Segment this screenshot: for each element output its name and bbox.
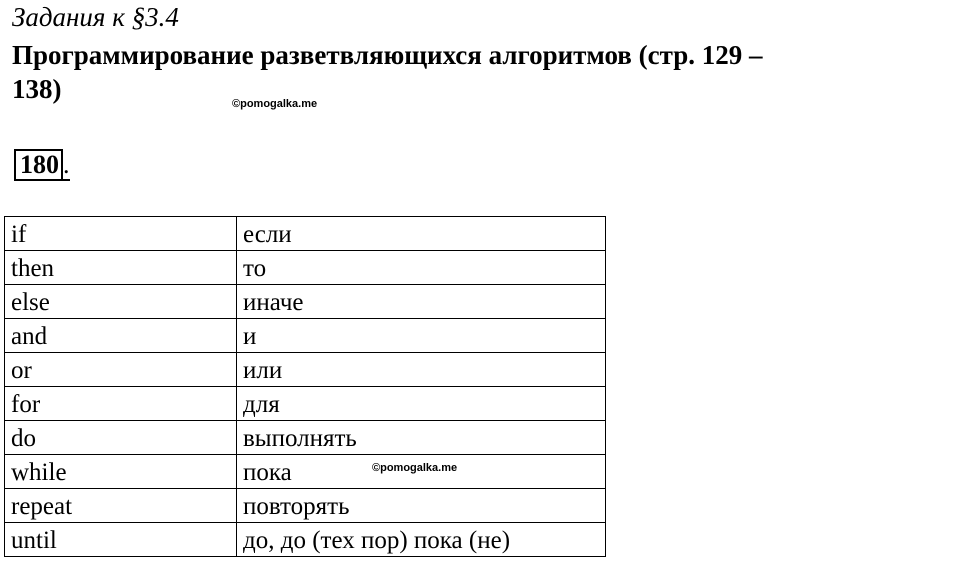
heading-line-1: Программирование разветвляющихся алгоритмов (стр. 129 – xyxy=(12,40,763,70)
table-row xyxy=(5,421,606,455)
page-heading xyxy=(12,38,952,106)
keyword-cell: if xyxy=(5,217,237,251)
table-row xyxy=(5,455,606,489)
translation-cell: пока xyxy=(237,455,606,489)
table-row xyxy=(5,217,606,251)
keyword-cell: else xyxy=(5,285,237,319)
translation-cell: или xyxy=(237,353,606,387)
translation-cell: иначе xyxy=(237,285,606,319)
keyword-cell: until xyxy=(5,523,237,557)
table-row xyxy=(5,285,606,319)
table-row xyxy=(5,251,606,285)
translation-cell: до, до (тех пор) пока (не) xyxy=(237,523,606,557)
keyword-cell: do xyxy=(5,421,237,455)
keyword-cell: or xyxy=(5,353,237,387)
table-row xyxy=(5,489,606,523)
table-row xyxy=(5,319,606,353)
table-row xyxy=(5,353,606,387)
keyword-cell: while xyxy=(5,455,237,489)
keyword-cell: then xyxy=(5,251,237,285)
task-number-dot: . xyxy=(63,150,70,179)
section-title: Задания к §3.4 xyxy=(12,2,179,32)
table-row xyxy=(5,523,606,557)
translation-cell: если xyxy=(237,217,606,251)
task-number-box: 180 xyxy=(14,149,63,181)
keyword-cell: repeat xyxy=(5,489,237,523)
translation-cell: выполнять xyxy=(237,421,606,455)
keyword-cell: for xyxy=(5,387,237,421)
keyword-table xyxy=(4,216,606,557)
translation-cell: то xyxy=(237,251,606,285)
translation-cell: повторять xyxy=(237,489,606,523)
watermark: ©pomogalka.me xyxy=(372,462,458,474)
table-row xyxy=(5,387,606,421)
watermark: ©pomogalka.me xyxy=(232,98,318,110)
heading-line-2: 138) xyxy=(12,74,62,104)
task-number xyxy=(14,149,70,181)
keyword-cell: and xyxy=(5,319,237,353)
translation-cell: и xyxy=(237,319,606,353)
translation-cell: для xyxy=(237,387,606,421)
